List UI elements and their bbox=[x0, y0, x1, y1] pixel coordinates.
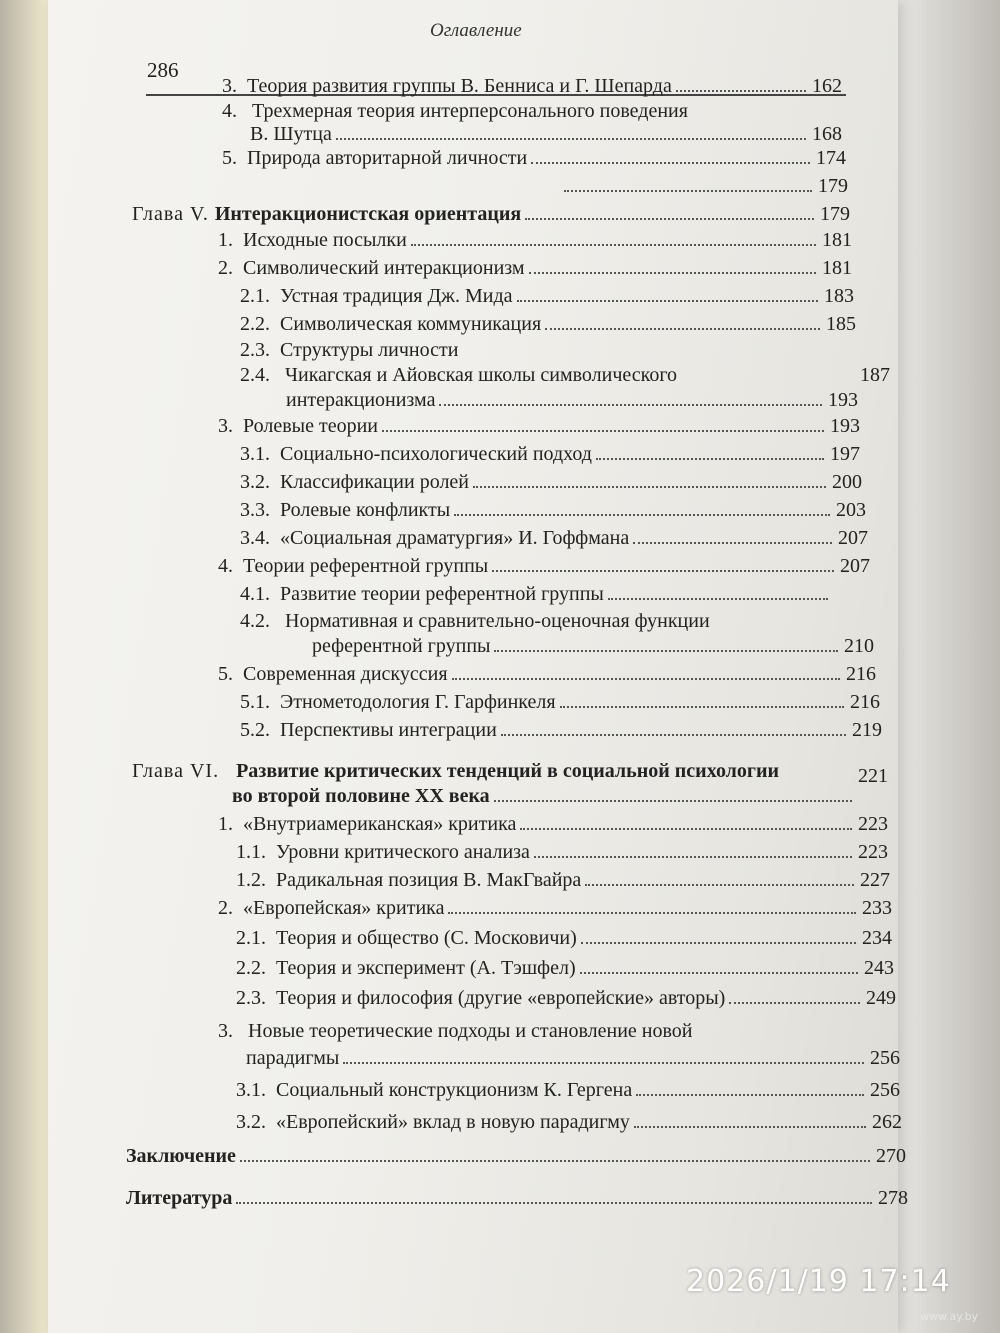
toc-entry bbox=[218, 896, 892, 924]
toc-number: 2.4. bbox=[240, 364, 270, 386]
watermark: www.ay.by bbox=[920, 1310, 979, 1323]
toc-page: 216 bbox=[850, 691, 880, 713]
toc-entry-continuation bbox=[286, 388, 858, 416]
toc-title: Социально-психологический подход bbox=[280, 443, 592, 465]
toc-number: 2. bbox=[218, 257, 233, 279]
section-title: Литература bbox=[126, 1187, 233, 1209]
toc-entry bbox=[240, 470, 862, 498]
toc-title: Перспективы интеграции bbox=[280, 719, 497, 741]
toc-number: 5. bbox=[218, 663, 233, 685]
toc-page: 168 bbox=[812, 123, 842, 145]
toc-leader-dots bbox=[729, 986, 860, 1004]
toc-page: 216 bbox=[846, 663, 876, 685]
toc-leader-dots bbox=[494, 634, 838, 652]
toc-title: Социальный конструкционизм К. Гергена bbox=[276, 1079, 633, 1101]
toc-leader-dots bbox=[411, 228, 816, 246]
toc-entry bbox=[560, 174, 848, 202]
toc-entry bbox=[218, 228, 852, 256]
toc-page: 183 bbox=[824, 285, 854, 307]
toc-section bbox=[126, 1144, 906, 1172]
toc-entry bbox=[236, 868, 890, 896]
toc-entry bbox=[240, 284, 854, 312]
toc-entry bbox=[240, 526, 868, 554]
toc-leader-dots bbox=[382, 414, 824, 432]
toc-leader-dots bbox=[634, 1110, 866, 1128]
toc-title: парадигмы bbox=[246, 1047, 340, 1069]
toc-title: Новые теоретические подходы и становление новой bbox=[248, 1020, 693, 1042]
page-number: 286 bbox=[147, 58, 179, 82]
toc-number: 3.1. bbox=[240, 443, 270, 465]
toc-page: 200 bbox=[832, 471, 862, 493]
toc-entry bbox=[236, 1110, 902, 1138]
toc-number: 4. bbox=[218, 555, 233, 577]
toc-page: 234 bbox=[862, 927, 892, 949]
toc-leader-dots bbox=[240, 1144, 870, 1162]
chapter-title: Интеракционистская ориентация bbox=[214, 203, 522, 225]
toc-number: 2.3. bbox=[236, 987, 266, 1009]
toc-title: Устная традиция Дж. Мида bbox=[280, 285, 513, 307]
toc-title: Радикальная позиция В. МакГвайра bbox=[276, 869, 582, 891]
toc-number: 3. bbox=[222, 75, 237, 97]
toc-entry bbox=[218, 554, 870, 582]
toc-number: 1.2. bbox=[236, 869, 266, 891]
toc-page: 223 bbox=[858, 813, 888, 835]
toc-entry bbox=[240, 312, 856, 340]
toc-page: 221 bbox=[858, 765, 888, 787]
toc-entry-continuation bbox=[312, 634, 874, 662]
toc-number: 4. bbox=[222, 100, 237, 122]
toc-title: В. Шутца bbox=[250, 123, 332, 145]
section-title: Заключение bbox=[126, 1145, 236, 1167]
toc-title: Символический интеракционизм bbox=[243, 257, 525, 279]
toc-page: 233 bbox=[862, 897, 892, 919]
toc-number: 1. bbox=[218, 229, 233, 251]
toc-leader-dots bbox=[525, 202, 814, 220]
toc-number: 1. bbox=[218, 813, 233, 835]
toc-number: 3.1. bbox=[236, 1079, 266, 1101]
toc-leader-dots bbox=[492, 554, 834, 572]
toc-number: 3. bbox=[218, 415, 233, 437]
toc-leader-dots bbox=[448, 896, 856, 914]
toc-leader-dots bbox=[501, 718, 846, 736]
toc-title: «Европейский» вклад в новую парадигму bbox=[276, 1111, 630, 1133]
toc-entry bbox=[236, 926, 892, 954]
toc-entry bbox=[240, 364, 677, 387]
toc-page: 193 bbox=[828, 389, 858, 411]
toc-title: Нормативная и сравнительно-оценочная функции bbox=[285, 610, 710, 632]
toc-title: Классификации ролей bbox=[280, 471, 470, 493]
toc-entry-continuation bbox=[246, 1046, 900, 1074]
toc-section bbox=[126, 1186, 908, 1214]
running-head: Оглавление bbox=[430, 20, 522, 41]
toc-leader-dots bbox=[596, 442, 824, 460]
toc-entry bbox=[240, 610, 710, 633]
toc-page: 270 bbox=[876, 1145, 906, 1167]
toc-leader-dots bbox=[520, 812, 852, 830]
toc-title: интеракционизма bbox=[286, 389, 436, 411]
toc-number: 2.1. bbox=[240, 285, 270, 307]
toc-entry bbox=[240, 718, 882, 746]
toc-leader-dots bbox=[580, 956, 858, 974]
toc-leader-dots bbox=[676, 74, 806, 92]
toc-page: 185 bbox=[826, 313, 856, 335]
toc-entry bbox=[240, 582, 832, 610]
toc-leader-dots bbox=[564, 174, 812, 192]
toc-number: 3.3. bbox=[240, 499, 270, 521]
toc-leader-dots bbox=[531, 146, 810, 164]
toc-page: 203 bbox=[836, 499, 866, 521]
toc-entry bbox=[218, 1020, 693, 1043]
toc-title: Ролевые конфликты bbox=[280, 499, 451, 521]
toc-page: 278 bbox=[878, 1187, 908, 1209]
toc-number: 5.1. bbox=[240, 691, 270, 713]
toc-title: Этнометодология Г. Гарфинкеля bbox=[280, 691, 556, 713]
toc-leader-dots bbox=[633, 526, 832, 544]
toc-page: 174 bbox=[816, 147, 846, 169]
toc-title: Ролевые теории bbox=[243, 415, 378, 437]
toc-number: 2.1. bbox=[236, 927, 266, 949]
toc-number: 2.3. bbox=[240, 339, 270, 361]
toc-number: 3.4. bbox=[240, 527, 270, 549]
toc-page: 181 bbox=[822, 229, 852, 251]
toc-title: Уровни критического анализа bbox=[276, 841, 530, 863]
toc-number: 1.1. bbox=[236, 841, 266, 863]
toc-title: Современная дискуссия bbox=[243, 663, 448, 685]
toc-page: 179 bbox=[818, 175, 848, 197]
toc-number: 5. bbox=[222, 147, 237, 169]
toc-leader-dots bbox=[581, 926, 856, 944]
toc-title: Теории референтной группы bbox=[243, 555, 489, 577]
toc-entry bbox=[240, 690, 880, 718]
toc-entry bbox=[240, 498, 866, 526]
toc-page: 262 bbox=[872, 1111, 902, 1133]
toc-leader-dots bbox=[236, 1186, 872, 1204]
toc-page: 193 bbox=[830, 415, 860, 437]
toc-page: 207 bbox=[840, 555, 870, 577]
chapter-label: Глава VI. bbox=[132, 760, 220, 782]
photo-timestamp: 2026/1/19 17:14 bbox=[686, 1264, 951, 1299]
toc-entry bbox=[240, 442, 860, 470]
toc-title: Теория и философия (другие «европейские» авторы) bbox=[276, 987, 726, 1009]
toc-title: Развитие теории референтной группы bbox=[280, 583, 604, 605]
toc-number: 2.2. bbox=[240, 313, 270, 335]
toc-leader-dots bbox=[439, 388, 822, 406]
toc-entry bbox=[222, 74, 842, 102]
toc-page: 227 bbox=[860, 869, 890, 891]
toc-page: 187 bbox=[860, 364, 890, 386]
toc-entry bbox=[222, 146, 846, 174]
toc-title: Символическая коммуникация bbox=[280, 313, 542, 335]
chapter-label: Глава V. bbox=[132, 203, 209, 225]
toc-number: 2.2. bbox=[236, 957, 266, 979]
toc-number: 3.2. bbox=[236, 1111, 266, 1133]
toc-page: 197 bbox=[830, 443, 860, 465]
toc-leader-dots bbox=[454, 498, 830, 516]
toc-leader-dots bbox=[585, 868, 854, 886]
toc-entry bbox=[236, 956, 894, 984]
toc-leader-dots bbox=[560, 690, 844, 708]
toc-page: 243 bbox=[864, 957, 894, 979]
toc-leader-dots bbox=[343, 1046, 864, 1064]
toc-page: 256 bbox=[870, 1047, 900, 1069]
chapter-title: во второй половине XX века bbox=[232, 785, 490, 807]
toc-title: референтной группы bbox=[312, 635, 491, 657]
toc-title: Теория и эксперимент (А. Тэшфел) bbox=[276, 957, 576, 979]
toc-page: 256 bbox=[870, 1079, 900, 1101]
toc-entry bbox=[236, 986, 896, 1014]
toc-number: 4.1. bbox=[240, 583, 270, 605]
toc-number: 4.2. bbox=[240, 610, 270, 632]
toc-title: Природа авторитарной личности bbox=[247, 147, 528, 169]
toc-number: 3. bbox=[218, 1020, 233, 1042]
toc-leader-dots bbox=[473, 470, 826, 488]
toc-page: 181 bbox=[822, 257, 852, 279]
toc-title: Теория развития группы В. Бенниса и Г. Шепарда bbox=[247, 75, 672, 97]
toc-number: 5.2. bbox=[240, 719, 270, 741]
toc-page: 210 bbox=[844, 635, 874, 657]
toc-entry bbox=[218, 414, 860, 442]
toc-leader-dots bbox=[545, 312, 820, 330]
toc-leader-dots bbox=[636, 1078, 864, 1096]
toc-entry bbox=[236, 840, 888, 868]
toc-title: «Внутриамериканская» критика bbox=[243, 813, 517, 835]
toc-page: 219 bbox=[852, 719, 882, 741]
toc-title: Теория и общество (С. Московичи) bbox=[276, 927, 577, 949]
toc-entry bbox=[218, 256, 852, 284]
toc-leader-dots bbox=[336, 122, 806, 140]
toc-number: 2. bbox=[218, 897, 233, 919]
toc-page: 223 bbox=[858, 841, 888, 863]
toc-page: 207 bbox=[838, 527, 868, 549]
toc-number: 3.2. bbox=[240, 471, 270, 493]
toc-chapter bbox=[132, 202, 850, 230]
toc-chapter bbox=[132, 760, 779, 783]
toc-entry bbox=[222, 100, 688, 123]
toc-title: «Социальная драматургия» И. Гоффмана bbox=[280, 527, 630, 549]
toc-title: «Европейская» критика bbox=[243, 897, 445, 919]
toc-leader-dots bbox=[608, 582, 828, 600]
toc-leader-dots bbox=[452, 662, 840, 680]
toc-page: 249 bbox=[866, 987, 896, 1009]
toc-title: Чикагская и Айовская школы символического bbox=[285, 364, 678, 386]
toc-title: Трехмерная теория интерперсонального поведения bbox=[252, 100, 688, 122]
toc-title: Структуры личности bbox=[280, 339, 459, 361]
toc-entry bbox=[218, 662, 876, 690]
toc-leader-dots bbox=[534, 840, 852, 858]
toc-leader-dots bbox=[517, 284, 819, 302]
chapter-title: Развитие критических тенденций в социальной психологии bbox=[236, 760, 780, 782]
toc-page: 179 bbox=[820, 203, 850, 225]
toc-entry bbox=[218, 812, 888, 840]
toc-page: 162 bbox=[812, 75, 842, 97]
toc-title: Исходные посылки bbox=[243, 229, 407, 251]
toc-leader-dots bbox=[494, 784, 852, 802]
toc-leader-dots bbox=[529, 256, 816, 274]
toc-entry bbox=[236, 1078, 900, 1106]
